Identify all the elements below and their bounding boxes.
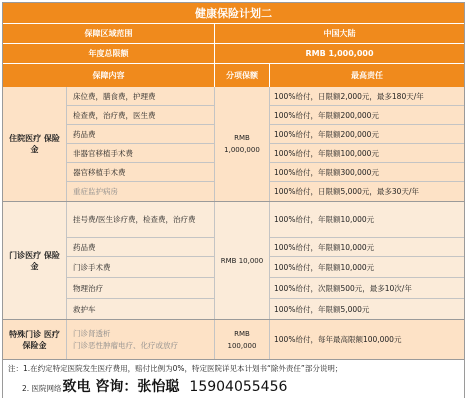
group-items xyxy=(67,87,215,201)
contact-consultant: 致电 咨询：张怡聪 xyxy=(62,379,180,395)
list-item: 器官移植手术费 xyxy=(67,163,214,182)
coverage-region-label: 保障区域范围 xyxy=(3,24,215,43)
group-responsibilities xyxy=(270,87,464,201)
note-hospital-network: 2. 医院网络 xyxy=(22,384,62,393)
list-item: 重症监护病房 xyxy=(73,187,118,196)
group-responsibilities xyxy=(270,320,464,359)
annual-limit-label: 年度总限额 xyxy=(3,44,215,63)
list-item: 非器官移植手术费 xyxy=(67,144,214,163)
group-responsibilities xyxy=(270,202,464,319)
amount-line: RMB xyxy=(234,134,250,142)
insurance-plan-table xyxy=(2,2,465,398)
group-label: 特殊门诊 医疗保险金 xyxy=(3,320,67,359)
coverage-region-value: 中国大陆 xyxy=(323,29,356,38)
column-header-row xyxy=(3,64,464,87)
list-item: 救护车 xyxy=(73,304,96,314)
list-item: 检查费，治疗费，医生费 xyxy=(67,106,214,125)
outpatient-group xyxy=(3,202,464,319)
coverage-region-row xyxy=(3,24,464,43)
responsibility-item: 100%给付，年限额200,000元 xyxy=(270,125,464,144)
responsibility-item: 100%给付，日限额5,000元，最多30天/年 xyxy=(274,187,419,196)
note-line-1: 注：1.在约定特定医院发生医疗费用，赔付比例为0%，特定医院详见本计划书“除外责任”部分说明； xyxy=(8,364,343,373)
column-header-responsibility: 最高责任 xyxy=(351,71,383,80)
list-item: 门诊手术费 xyxy=(67,257,214,278)
responsibility-item: 100%给付，年限额5,000元 xyxy=(274,304,370,314)
list-item: 床位费，膳食费，护理费 xyxy=(67,87,214,106)
notes-section xyxy=(3,360,464,398)
responsibility-item: 100%给付，年限额100,000元 xyxy=(270,144,464,163)
inpatient-group xyxy=(3,87,464,201)
amount-line: RMB 10,000 xyxy=(220,256,264,265)
group-items xyxy=(67,202,215,319)
column-header-amount: 分项保额 xyxy=(215,64,270,87)
group-items xyxy=(67,320,215,359)
group-amount xyxy=(215,202,270,319)
list-item: 药品费 xyxy=(67,125,214,144)
responsibility-item: 100%给付，每年最高限额100,000元 xyxy=(274,335,402,344)
annual-limit-row xyxy=(3,44,464,63)
amount-line: 100,000 xyxy=(227,341,257,350)
column-header-content: 保障内容 xyxy=(3,64,215,87)
responsibility-item: 100%给付，日限额2,000元，最多180天/年 xyxy=(270,87,464,106)
note-line-2 xyxy=(8,376,287,396)
list-item: 门诊肾透析 门诊恶性肿瘤电疗、化疗或放疗 xyxy=(73,328,178,350)
responsibility-item: 100%给付，年限额10,000元 xyxy=(270,238,464,257)
contact-phone: 15904055456 xyxy=(189,379,288,395)
amount-line: 1,000,000 xyxy=(224,146,260,154)
group-amount xyxy=(215,87,270,201)
responsibility-item: 100%给付，次限额500元，最多10次/年 xyxy=(270,278,464,299)
group-label: 门诊医疗 保险金 xyxy=(3,202,67,319)
responsibility-item: 100%给付，年限额10,000元 xyxy=(270,257,464,278)
group-label: 住院医疗 保险金 xyxy=(3,87,67,201)
list-item: 挂号费/医生诊疗费，检查费，治疗费 xyxy=(67,202,214,238)
list-item: 药品费 xyxy=(67,238,214,257)
responsibility-item: 100%给付，年限额200,000元 xyxy=(270,106,464,125)
special-outpatient-group xyxy=(3,320,464,359)
group-amount xyxy=(215,320,270,359)
responsibility-item: 100%给付，年限额10,000元 xyxy=(270,202,464,238)
annual-limit-value: RMB 1,000,000 xyxy=(305,49,374,58)
amount-line: RMB xyxy=(234,329,250,338)
responsibility-item: 100%给付，年限额300,000元 xyxy=(270,163,464,182)
plan-title: 健康保险计划二 xyxy=(3,3,464,23)
list-item: 物理治疗 xyxy=(67,278,214,299)
